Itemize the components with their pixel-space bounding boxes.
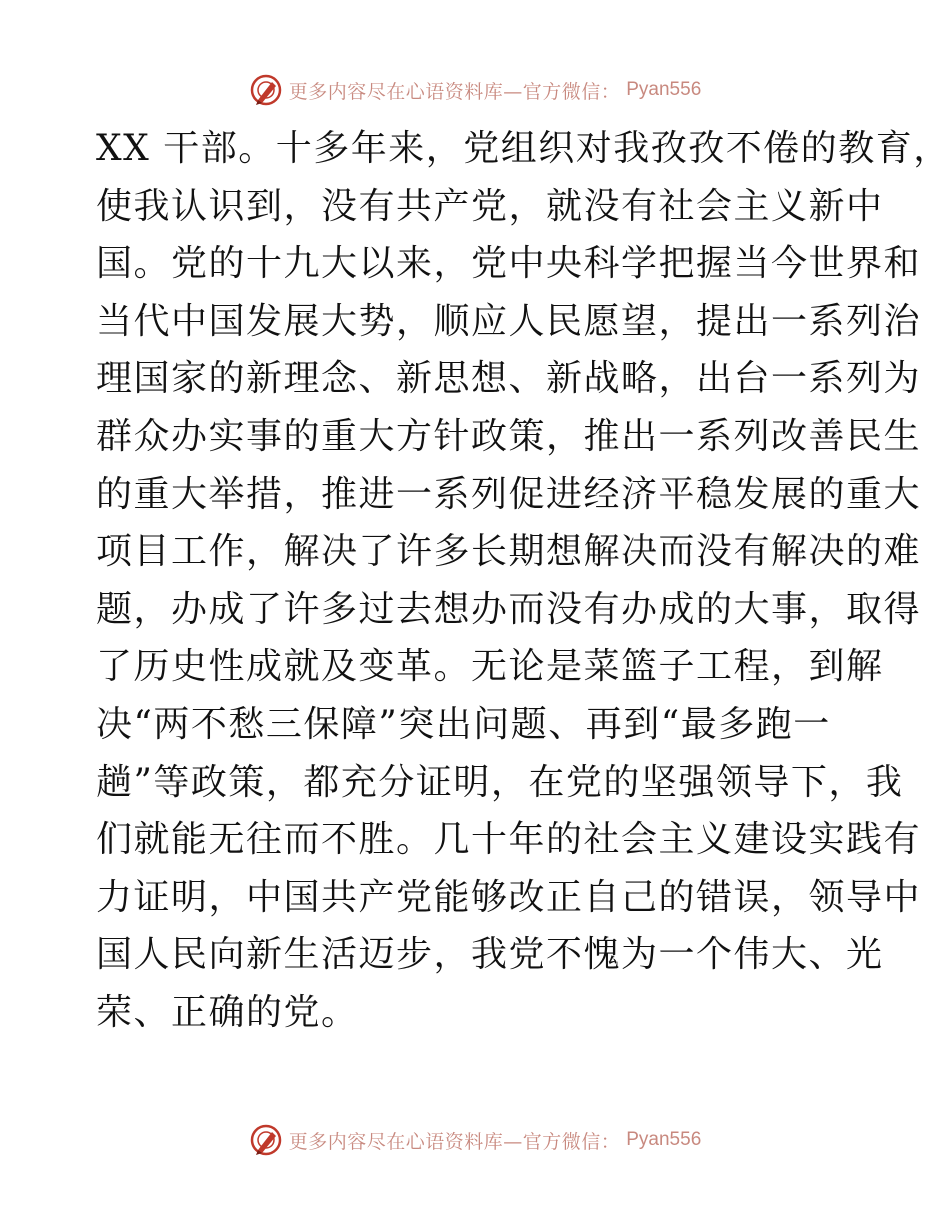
text-line: XX 干部。十多年来，党组织对我孜孜不倦的教育， <box>96 128 951 169</box>
watermark-text: 更多内容尽在心语资料库—官方微信： <box>288 1130 621 1153</box>
text-line: 荣、正确的党。 <box>96 991 359 1033</box>
text-line: 国。党的十九大以来，党中央科学把握当今世界和 <box>96 243 922 285</box>
pen-logo-icon <box>249 1123 283 1157</box>
watermark-text: 更多内容尽在心语资料库—官方微信： <box>288 80 621 103</box>
text-line: 国人民向新生活迈步，我党不愧为一个伟大、光 <box>96 934 884 976</box>
text-line: 使我认识到，没有共产党，就没有社会主义新中 <box>96 185 884 227</box>
text-line: 当代中国发展大势，顺应人民愿望，提出一系列治 <box>96 300 922 342</box>
footer-watermark <box>0 1120 950 1160</box>
watermark-wechat-id: Pyan556 <box>626 79 702 100</box>
watermark-wechat-id: Pyan556 <box>626 1129 702 1150</box>
text-line: 决“两不愁三保障”突出问题、再到“最多跑一 <box>96 703 831 745</box>
text-line: 的重大举措，推进一系列促进经济平稳发展的重大 <box>96 473 922 515</box>
text-line: 力证明，中国共产党能够改正自己的错误，领导中 <box>96 876 922 918</box>
header-watermark <box>0 70 950 110</box>
document-body <box>96 120 951 1042</box>
text-line: 群众办实事的重大方针政策，推出一系列改善民生 <box>96 415 922 457</box>
text-line: 项目工作，解决了许多长期想解决而没有解决的难 <box>96 531 922 573</box>
text-line: 了历史性成就及变革。无论是菜篮子工程，到解 <box>96 646 884 688</box>
text-line: 理国家的新理念、新思想、新战略，出台一系列为 <box>96 358 922 400</box>
pen-logo-icon <box>249 73 283 107</box>
text-line: 趟”等政策，都充分证明，在党的坚强领导下，我 <box>96 761 904 803</box>
text-line: 题，办成了许多过去想办而没有办成的大事，取得 <box>96 588 922 630</box>
text-line: 们就能无往而不胜。几十年的社会主义建设实践有 <box>96 819 922 861</box>
